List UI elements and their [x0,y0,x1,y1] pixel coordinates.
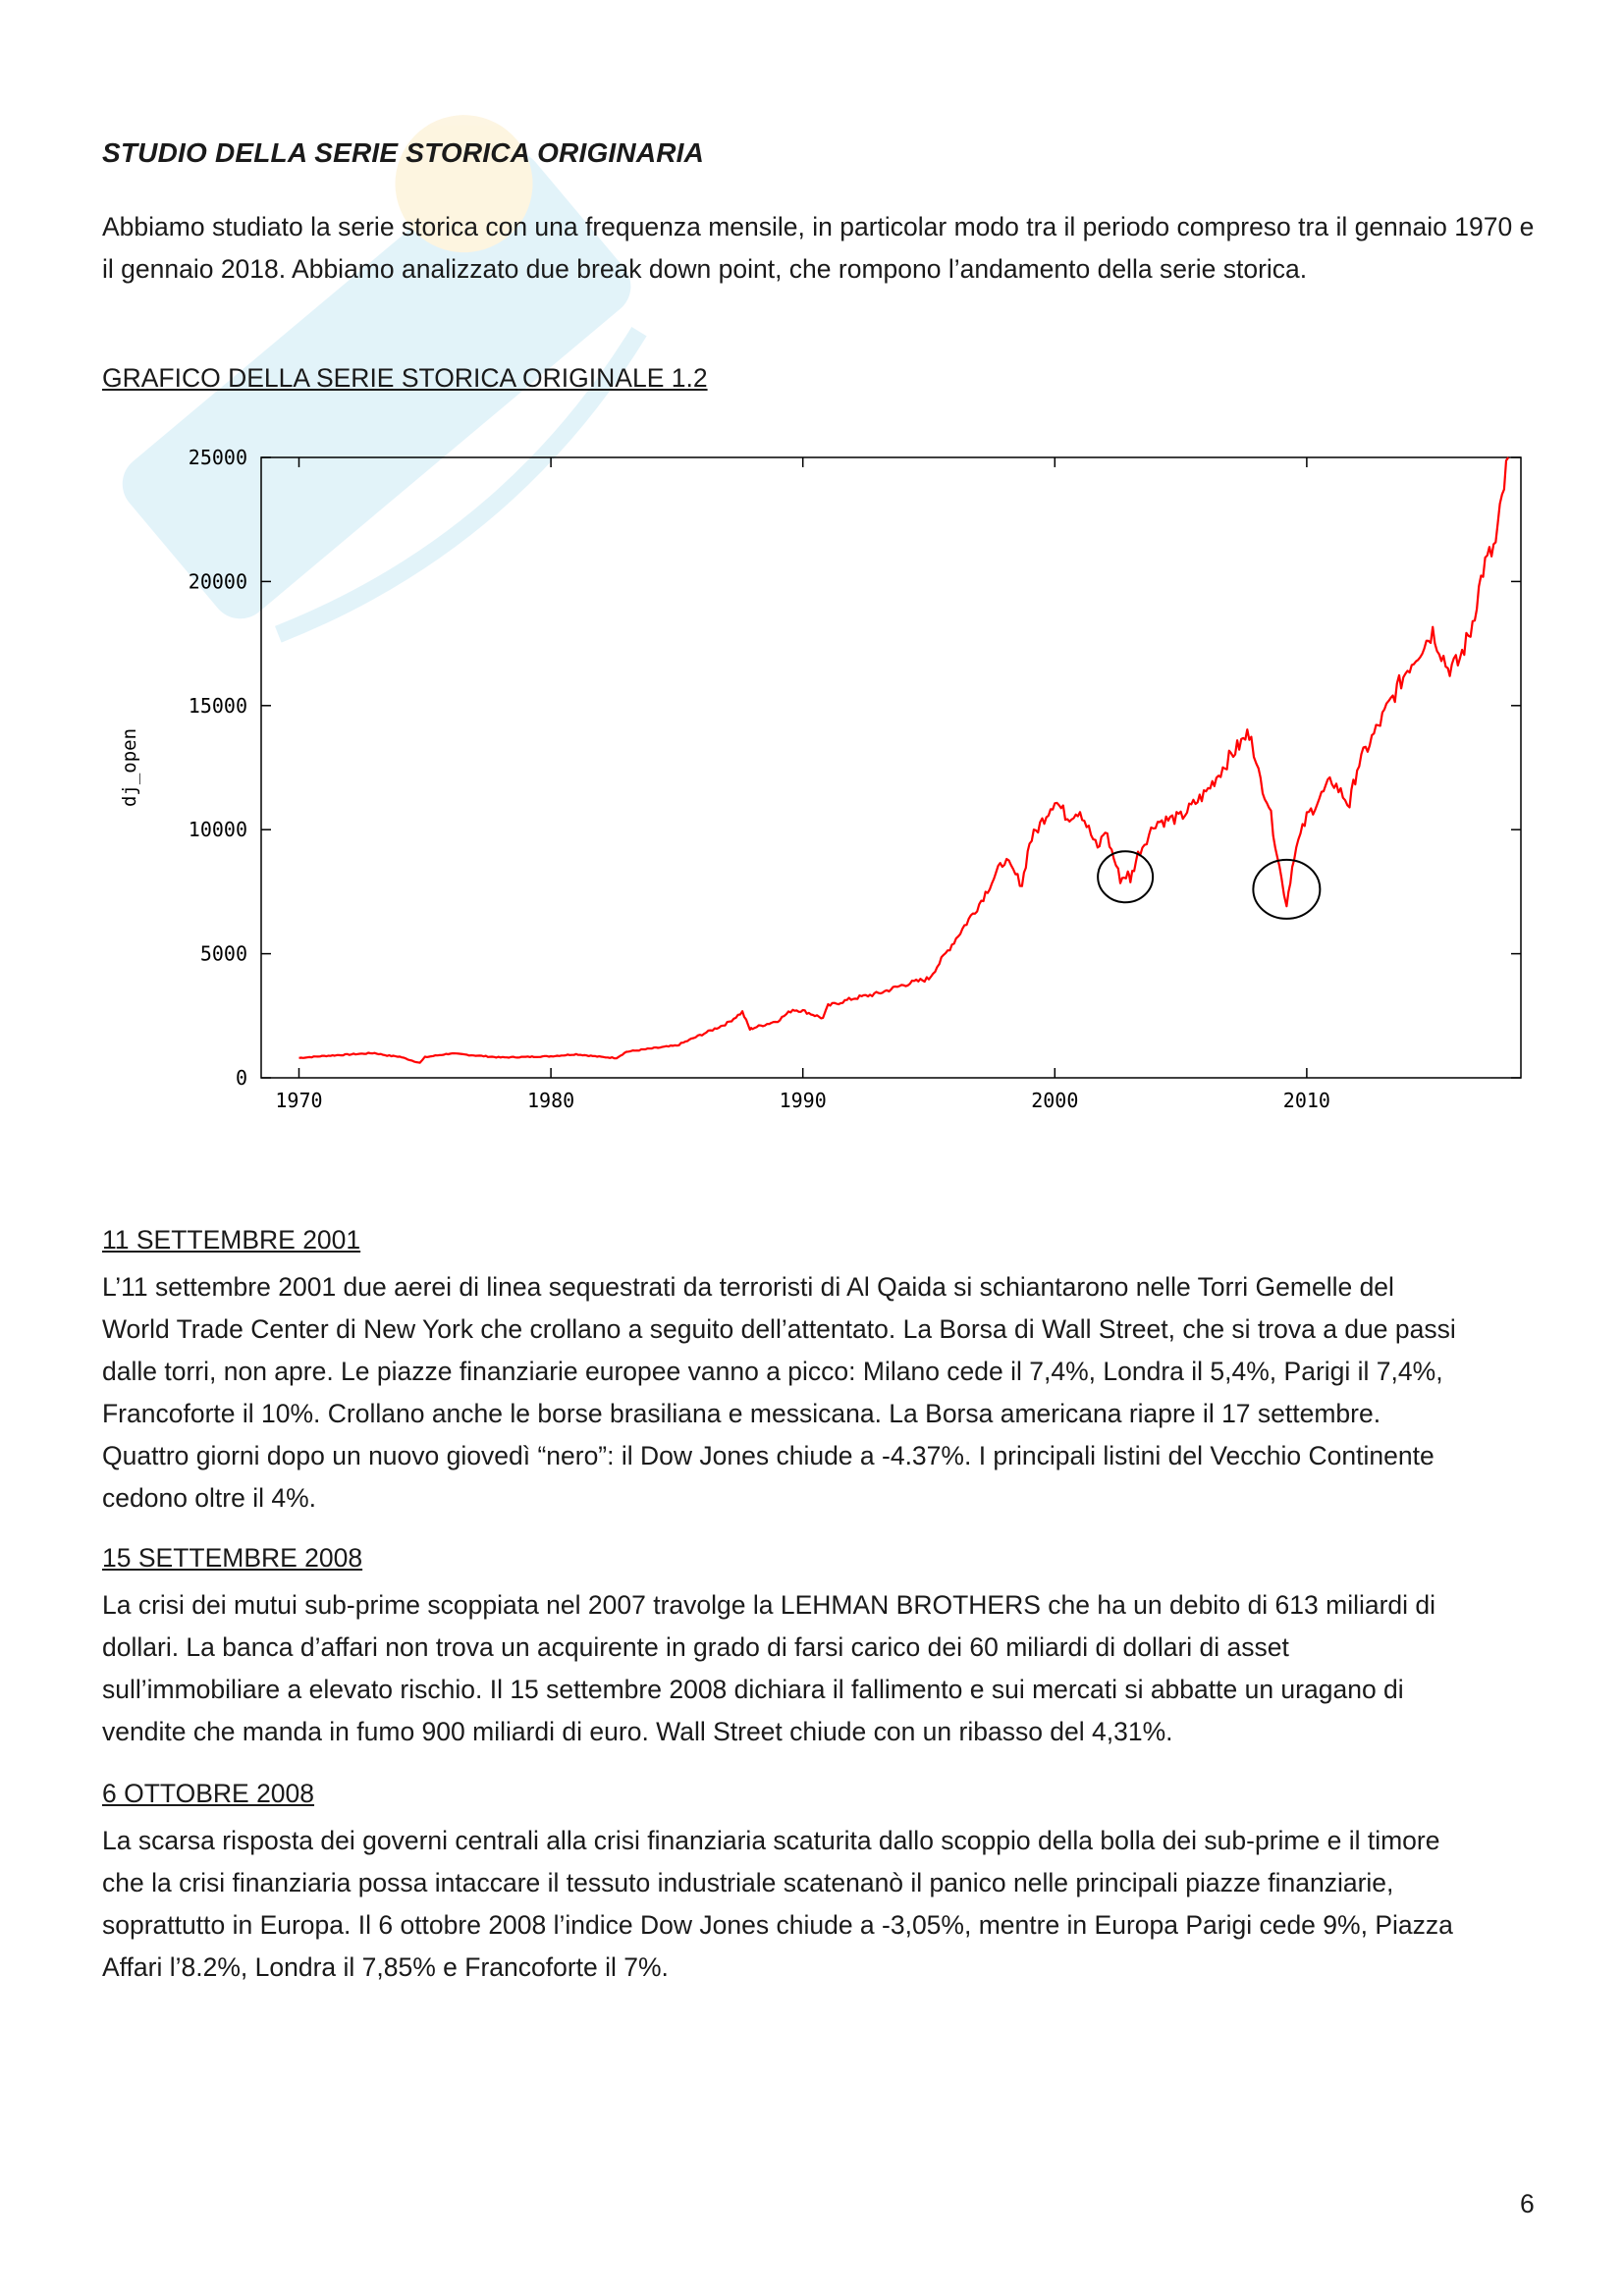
text-line: La scarsa risposta dei governi centrali alla crisi finanziaria scaturita dallo scoppio della bolla dei sub-prime e il timore [102,1826,1440,1855]
text-line: dalle torri, non apre. Le piazze finanziarie europee vanno a picco: Milano cede il 7,4%, Londra il 5,4%, Parigi il 7,4%, [102,1357,1443,1386]
y-tick-label: 15000 [188,693,247,718]
x-axis [275,457,1330,1112]
section-heading-2001: 11 SETTEMBRE 2001 [102,1225,361,1255]
x-tick-label: 1990 [779,1089,827,1112]
section-body-2001 [102,1266,1536,1520]
dj-open-chart [98,432,1542,1139]
section-heading-2008-oct: 6 OTTOBRE 2008 [102,1779,315,1808]
y-axis-label: dj_open [119,727,140,808]
chart-container [98,432,1542,1139]
section-body-2008-oct [102,1820,1536,1989]
chart-caption: GRAFICO DELLA SERIE STORICA ORIGINALE 1.2 [102,363,708,393]
section-heading-2008-sep: 15 SETTEMBRE 2008 [102,1543,363,1573]
annotations [1098,851,1320,919]
text-line: soprattutto in Europa. Il 6 ottobre 2008 l’indice Dow Jones chiude a -3,05%, mentre in Europa Parigi cede 9%, Piazza [102,1910,1453,1940]
text-line: Quattro giorni dopo un nuovo giovedì “nero”: il Dow Jones chiude a -4.37%. I principali listini del Vecchio Continente [102,1441,1435,1470]
x-tick-label: 2010 [1282,1089,1330,1112]
y-axis [189,446,1521,1090]
text-line: Affari l’8.2%, Londra il 7,85% e Francoforte il 7%. [102,1952,669,1982]
section-body-2008-sep [102,1584,1536,1753]
series-line-dj-open [299,457,1509,1063]
intro-paragraph: Abbiamo studiato la serie storica con una frequenza mensile, in particolar modo tra il periodo compreso tra il gennaio 1970 e il gennaio 2018. Abbiamo analizzato due break down point, che rompono l’andamento della serie storica. [102,212,1535,284]
text-line: La crisi dei mutui sub-prime scoppiata nel 2007 travolge la LEHMAN BROTHERS che ha un debito di 613 miliardi di [102,1590,1436,1620]
y-tick-label: 10000 [188,818,247,842]
y-tick-label: 5000 [199,941,247,966]
y-tick-label: 20000 [188,569,247,594]
text-line: vendite che manda in fumo 900 miliardi di euro. Wall Street chiude con un ribasso del 4,31%. [102,1717,1173,1746]
text-line: Francoforte il 10%. Crollano anche le borse brasiliana e messicana. La Borsa americana riapre il 17 settembre. [102,1399,1381,1428]
x-tick-label: 1970 [275,1089,323,1112]
text-line: L’11 settembre 2001 due aerei di linea sequestrati da terroristi di Al Qaida si schiantarono nelle Torri Gemelle del [102,1272,1394,1302]
y-tick-label: 0 [235,1066,247,1090]
page-title: STUDIO DELLA SERIE STORICA ORIGINARIA [102,137,705,168]
x-tick-label: 2000 [1031,1089,1079,1112]
plot-frame [261,457,1521,1078]
page-number: 6 [1520,2189,1535,2218]
text-line: World Trade Center di New York che crollano a seguito dell’attentato. La Borsa di Wall Street, che si trova a due passi [102,1314,1456,1344]
x-tick-label: 1980 [527,1089,575,1112]
text-line: dollari. La banca d’affari non trova un acquirente in grado di farsi carico dei 60 miliardi di dollari di asset [102,1632,1289,1662]
text-line: che la crisi finanziaria possa intaccare il tessuto industriale scatenanò il panico nelle principali piazze finanziarie, [102,1868,1394,1897]
annotation-circle [1253,860,1320,919]
text-line: sull’immobiliare a elevato rischio. Il 15 settembre 2008 dichiara il fallimento e sui mercati si abbatte un uragano di [102,1675,1404,1704]
text-line: cedono oltre il 4%. [102,1483,317,1513]
y-tick-label: 25000 [188,446,247,469]
